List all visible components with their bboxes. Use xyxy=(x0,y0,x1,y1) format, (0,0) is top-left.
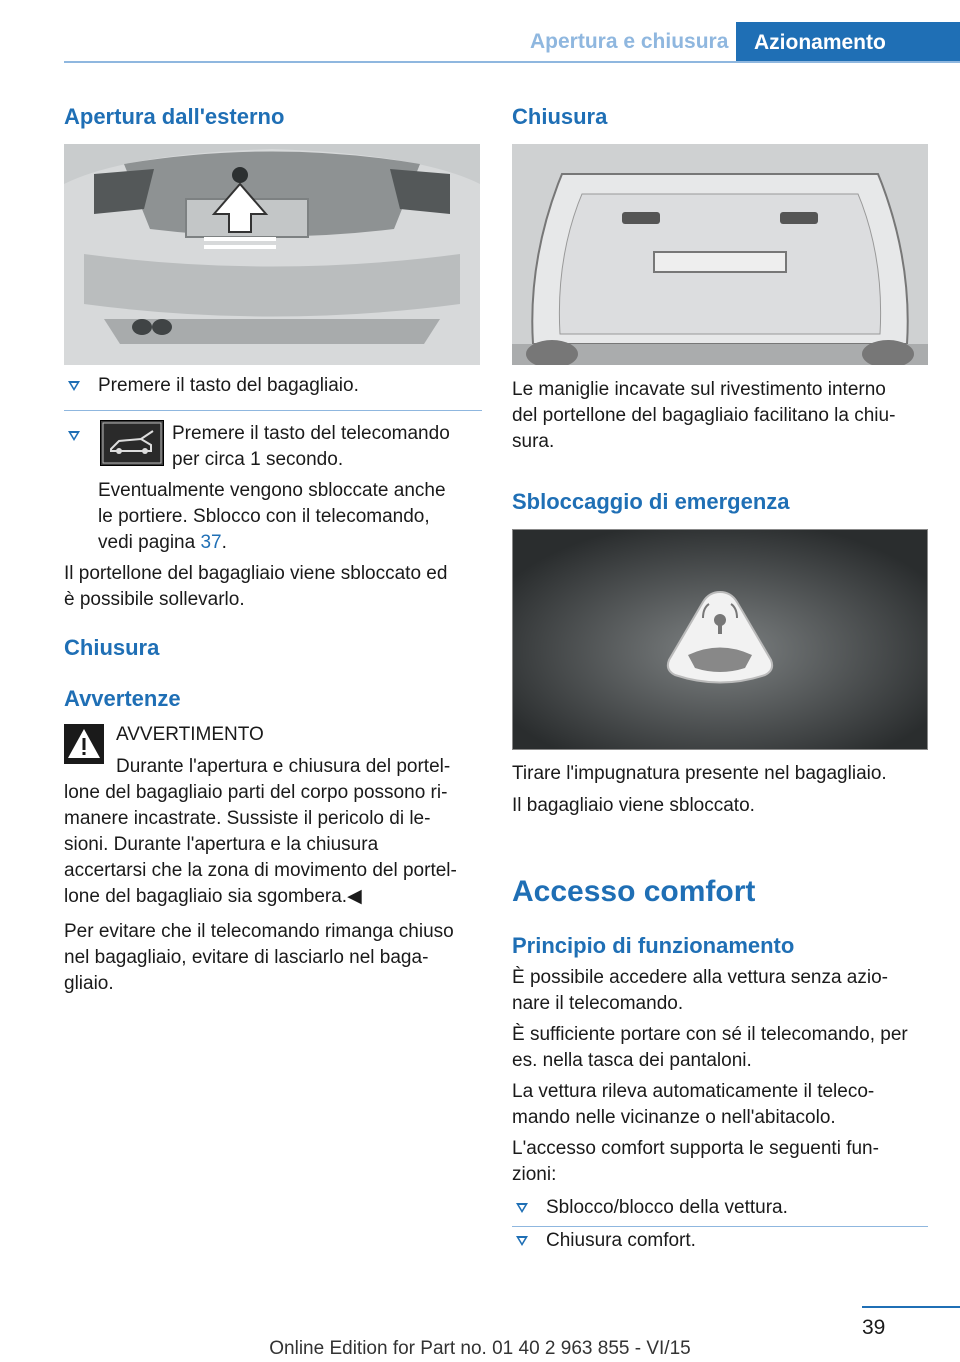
footer-rule xyxy=(862,1306,960,1308)
para-telecomando-line2: nel bagagliaio, evitare di lasciarlo nel baga- xyxy=(64,947,429,968)
warning-line6: lone del bagagliaio sia sgombera.◀ xyxy=(64,886,362,907)
bullet-premere-tasto: Premere il tasto del bagagliaio. xyxy=(98,375,359,396)
bullet-sub-line2: le portiere. Sblocco con il telecomando, xyxy=(98,506,430,527)
period: . xyxy=(221,532,227,553)
heading-accesso-comfort: Accesso comfort xyxy=(512,875,756,908)
para-p6-line2: mando nelle vicinanze o nell'abitacolo. xyxy=(512,1107,836,1128)
page-link[interactable]: 37 xyxy=(200,532,222,553)
bullet-divider xyxy=(512,1226,928,1227)
para-p4-line1: È possibile accedere alla vettura senza azio- xyxy=(512,967,888,988)
heading-principio: Principio di funzionamento xyxy=(512,933,795,958)
heading-chiusura: Chiusura xyxy=(64,635,160,660)
para-maniglie-line2: del portellone del bagagliaio facilitano la chiu- xyxy=(512,405,896,426)
warning-line4: sioni. Durante l'apertura e la chiusura xyxy=(64,834,379,855)
footer-edition: Online Edition for Part no. 01 40 2 963 855 - VI/15 xyxy=(269,1338,691,1359)
bullet-telecomando-line2: per circa 1 secondo. xyxy=(172,449,344,470)
warning-icon xyxy=(64,724,104,764)
heading-apertura: Apertura dall'esterno xyxy=(64,104,285,129)
para-p7-line2: zioni: xyxy=(512,1164,557,1185)
heading-sbloccaggio: Sbloccaggio di emergenza xyxy=(512,489,790,514)
para-p5-line2: es. nella tasca dei pantaloni. xyxy=(512,1050,752,1071)
heading-avvertenze: Avvertenze xyxy=(64,686,181,711)
bullet-sblocco: Sblocco/blocco della vettura. xyxy=(546,1197,788,1218)
warning-line3: manere incastrate. Sussiste il pericolo di le- xyxy=(64,808,431,829)
para-sbloccato-line1: Il portellone del bagagliaio viene sbloccato ed xyxy=(64,563,448,584)
trunk-lid-illustration xyxy=(512,144,928,365)
trunk-key-icon xyxy=(100,420,164,466)
bullet-sub-line3 xyxy=(98,530,227,556)
warning-line2: lone del bagagliaio parti del corpo possono ri- xyxy=(64,782,448,803)
header-section: Apertura e chiusura xyxy=(530,30,729,53)
warning-title: AVVERTIMENTO xyxy=(116,724,264,745)
bullet-sub-line1: Eventualmente vengono sbloccate anche xyxy=(98,480,446,501)
bullet-icon xyxy=(516,1236,528,1246)
warning-line1: Durante l'apertura e chiusura del portel- xyxy=(116,756,451,777)
para-telecomando-line3: gliaio. xyxy=(64,973,114,994)
bullet-icon xyxy=(68,381,80,391)
emergency-release-illustration xyxy=(512,529,928,750)
bullet-divider xyxy=(64,410,482,411)
para-sbloccato-line2: è possibile sollevarlo. xyxy=(64,589,245,610)
bullet-chiusura-comfort: Chiusura comfort. xyxy=(546,1230,696,1251)
header-chapter: Azionamento xyxy=(736,22,960,63)
warning-line5: accertarsi che la zona di movimento del portel- xyxy=(64,860,457,881)
para-maniglie-line3: sura. xyxy=(512,431,555,452)
header-rule xyxy=(64,61,960,63)
bullet-icon xyxy=(68,431,80,441)
bullet-telecomando-line1: Premere il tasto del telecomando xyxy=(172,423,450,444)
para-impugnatura: Tirare l'impugnatura presente nel bagagliaio. xyxy=(512,763,887,784)
para-sbloccato: Il bagagliaio viene sbloccato. xyxy=(512,795,755,816)
para-p7-line1: L'accesso comfort supporta le seguenti fun- xyxy=(512,1138,879,1159)
para-p6-line1: La vettura rileva automaticamente il teleco- xyxy=(512,1081,875,1102)
para-maniglie-line1: Le maniglie incavate sul rivestimento interno xyxy=(512,379,886,400)
para-telecomando-line1: Per evitare che il telecomando rimanga chiuso xyxy=(64,921,454,942)
bullet-icon xyxy=(516,1203,528,1213)
para-p5-line1: È sufficiente portare con sé il telecomando, per xyxy=(512,1024,908,1045)
heading-chiusura-right: Chiusura xyxy=(512,104,608,129)
para-p4-line2: nare il telecomando. xyxy=(512,993,684,1014)
car-rear-illustration xyxy=(64,144,480,365)
page-number: 39 xyxy=(862,1316,886,1339)
see-page-text: vedi pagina xyxy=(98,532,201,553)
